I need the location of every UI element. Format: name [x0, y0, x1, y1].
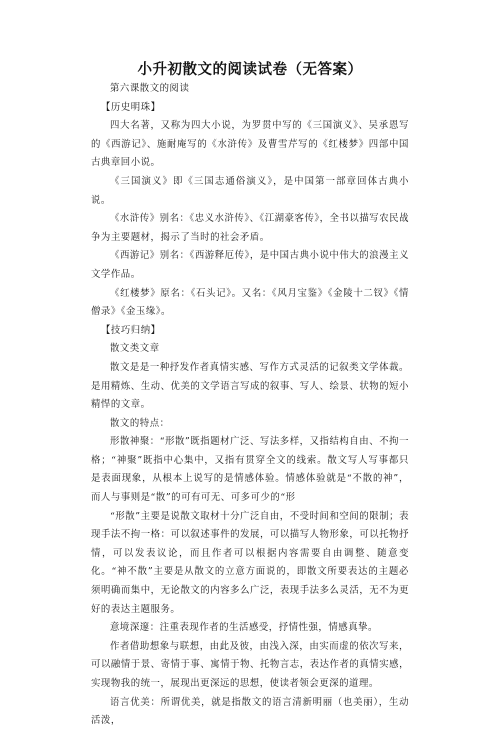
- paragraph-language: 语言优美：所谓优美，就是指散文的语言清新明丽（也美丽），生动活泼，: [91, 696, 409, 727]
- section-heading-techniques: 【技巧归纳】: [101, 324, 161, 336]
- paragraph-imagination: 作者借助想象与联想，由此及彼，由浅入深，由实而虚的依次写来，可以融情于景、寄情于事、寓情于物、托物言志，表达作者的真情实感，实现物我的统一，展现出更深远的思想，使读者领会更深的道理。: [91, 640, 409, 689]
- subheading-prose: 散文类文章: [110, 343, 160, 355]
- paragraph-form-scattered-detail: “形散”主要是说散文取材十分广泛自由，不受时间和空间的限制；表现手法不拘一格：可以叙述事件的发展，可以描写人物形象，可以托物抒情，可以发表议论，而且作者可以根据内容需要自由调整、随意变化。“神不散”主要是从散文的立意方面说的，即散文所要表达的主题必须明确而集中，无论散文的内容多么广泛，表现手法多么灵活，无不为更好的表达主题服务。: [91, 510, 409, 615]
- paragraph-artistic-conception: 意境深邃：注重表现作者的生活感受，抒情性强，情感真挚。: [110, 622, 378, 634]
- paragraph-three-kingdoms: 《三国演义》即《三国志通俗演义》，是中国第一部章回体古典小说。: [91, 175, 409, 206]
- paragraph-journey-west: 《西游记》别名：《西游释厄传》，是中国古典小说中伟大的浪漫主义文学作品。: [91, 250, 409, 280]
- paragraph-water-margin: 《水浒传》别名：《忠义水浒传》、《江湖豪客传》，全书以描写农民战争为主要题材，揭示了当时的社会矛盾。: [91, 213, 409, 243]
- document-title: 小升初散文的阅读试卷（无答案）: [137, 62, 363, 78]
- subheading-prose-features: 散文的特点：: [110, 417, 170, 429]
- section-heading-history: 【历史明珠】: [101, 101, 161, 113]
- paragraph-form-scattered: 形散神聚：“形散”既指题材广泛、写法多样，又指结构自由、不拘一格；“神聚”既指中心集中，又指有贯穿全文的线索。散文写人写事都只是表面现象，从根本上说写的是情感体验。情感体验就是“不散的神”，而人与事则是“散”的可有可无、可多可少的“形: [91, 436, 409, 504]
- paragraph-red-mansions: 《红楼梦》原名：《石头记》。又名：《风月宝鉴》《金陵十二钗》《情僧录》《金玉缘》。: [91, 287, 409, 318]
- paragraph-prose-definition: 散文是是一种抒发作者真情实感、写作方式灵活的记叙类文学体裁。是用精炼、生动、优美的文学语言写成的叙事、写人、绘景、状物的短小精悍的文章。: [91, 361, 409, 411]
- lesson-heading: 第六课散文的阅读: [110, 83, 190, 94]
- paragraph-four-classics: 四大名著，又称为四大小说，为罗贯中写的《三国演义》、吴承恩写的《西游记》、施耐庵写的《水浒传》及曹雪芹写的《红楼梦》四部中国古典章回小说。: [91, 120, 409, 169]
- document-body: [91, 80, 409, 731]
